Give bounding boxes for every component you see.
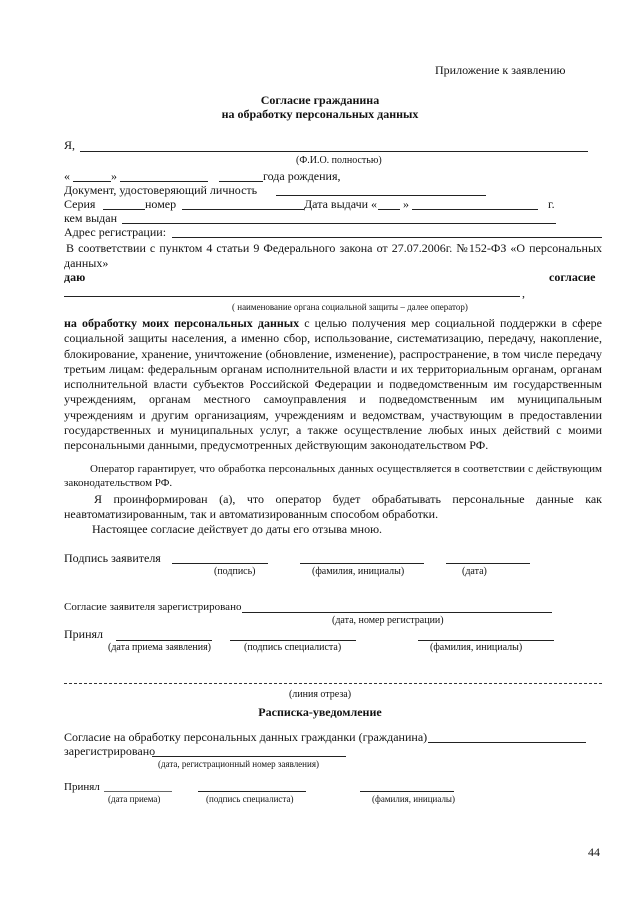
operator-hint: ( наименование органа социальной защиты – далее оператор) (232, 302, 468, 312)
registration-field[interactable] (242, 612, 552, 613)
issue-quote-close: » (403, 197, 409, 211)
document-field[interactable] (276, 195, 486, 196)
signature-hint-date: (дата) (462, 566, 487, 577)
issue-day-field[interactable] (378, 209, 400, 210)
receipt-reg-hint: (дата, регистрационный номер заявления) (158, 759, 319, 769)
operator-field[interactable] (64, 296, 520, 297)
number-field[interactable] (182, 209, 304, 210)
appendix-note: Приложение к заявлению (435, 63, 566, 77)
document-title: Согласие гражданина (260, 93, 380, 107)
issue-date-label: Дата выдачи « (304, 197, 378, 211)
receipt-registered: зарегистрировано (64, 744, 156, 758)
specialist-sign-field[interactable] (230, 640, 356, 641)
birth-year-label: года рождения, (263, 169, 341, 183)
issue-month-year-field[interactable] (412, 209, 538, 210)
dayu-label: даю (64, 270, 86, 284)
cut-line (64, 683, 602, 684)
fio-field[interactable] (80, 151, 588, 152)
receipt-accepted: Принял (64, 781, 100, 793)
reg-address-label: Адрес регистрации: (64, 225, 167, 239)
document-label: Документ, удостоверяющий личность (64, 183, 258, 197)
consent-bold-text: на обработку моих персональных данных (64, 316, 300, 330)
cut-line-label: (линия отреза) (288, 689, 352, 700)
receipt-date-field[interactable] (104, 791, 172, 792)
birth-year-field[interactable] (219, 181, 263, 182)
issued-by-label: кем выдан (64, 211, 118, 225)
specialist-name-hint: (фамилия, инициалы) (430, 642, 523, 653)
receipt-registered-field[interactable] (152, 756, 346, 757)
birth-month-field[interactable] (120, 181, 208, 182)
ya-label: Я, (64, 138, 76, 152)
informed-text: Я проинформирован (а), что оператор будет обрабатывать персональные данные как неавтоматизированным, так и автоматизированным способом обработки. (64, 492, 602, 522)
consent-paragraph (64, 316, 602, 454)
birth-day-field[interactable] (73, 181, 111, 182)
receipt-sign-hint: (подпись специалиста) (206, 794, 294, 804)
series-field[interactable] (103, 209, 145, 210)
reg-address-field[interactable] (172, 237, 602, 238)
signature-label: Подпись заявителя (64, 551, 161, 565)
operator-comma: , (522, 286, 525, 300)
document-subtitle: на обработку персональных данных (221, 107, 419, 121)
fio-hint: (Ф.И.О. полностью) (296, 155, 382, 166)
signature-hint-sign: (подпись) (214, 566, 256, 577)
specialist-sign-hint: (подпись специалиста) (244, 642, 342, 653)
receipt-citizen-field[interactable] (428, 742, 586, 743)
soglasie-label: согласие (549, 270, 596, 284)
receipt-sign-field[interactable] (198, 791, 306, 792)
registration-hint: (дата, номер регистрации) (332, 615, 444, 626)
accept-date-field[interactable] (116, 640, 212, 641)
specialist-name-field[interactable] (418, 640, 554, 641)
signature-date-field[interactable] (446, 563, 530, 564)
year-abbr: г. (548, 197, 555, 211)
operator-guarantee: Оператор гарантирует, что обработка персональных данных осуществляется в соответствии с действующим законодательством РФ. (64, 463, 602, 489)
valid-until-text: Настоящее согласие действует до даты его отзыва мною. (92, 522, 383, 536)
birth-quote-open: « (64, 169, 70, 183)
birth-quote-close: » (111, 169, 117, 183)
series-label: Серия (64, 197, 96, 211)
number-label: номер (145, 197, 177, 211)
receipt-date-hint: (дата приема) (108, 794, 161, 804)
consent-text: с целью получения мер социальной поддержки в сфере социальной защиты населения, а именно сбор, использование, систематизацию, передачу, накопление, блокирование, хранение, уничтожение (обновление, изменение), распространение, в том числе передачу третьим лицам: федеральным органам исполнительной власти и их территориальным органам, органам исполнительной власти субъектов Российской Федерации и подведомственным им государственным учреждениям, органам местного самоуправления и подведомственным им муниципальным учреждениям и другим организациям, учреждениям и ведомствам, участвующим в предоставлении государственных и муниципальных услуг, а также осуществление любых иных действий с моими персональными данными, предусмотренных действующим законодательством РФ. (64, 316, 602, 453)
signature-hint-name: (фамилия, инициалы) (312, 566, 405, 577)
issued-by-field[interactable] (122, 223, 556, 224)
page-number: 44 (588, 845, 600, 859)
receipt-title: Расписка-уведомление (258, 705, 382, 719)
accept-date-hint: (дата приема заявления) (108, 642, 212, 653)
receipt-name-field[interactable] (360, 791, 454, 792)
registration-label: Согласие заявителя зарегистрировано (64, 601, 242, 613)
law-reference: В соответствии с пунктом 4 статьи 9 Федерального закона от 27.07.2006г. №152-ФЗ «О персональных данных» (64, 241, 602, 271)
receipt-name-hint: (фамилия, инициалы) (372, 794, 455, 804)
signature-field[interactable] (172, 563, 268, 564)
receipt-line1: Согласие на обработку персональных данных гражданки (гражданина) (64, 730, 428, 744)
accepted-label: Принял (64, 627, 104, 641)
signature-name-field[interactable] (300, 563, 424, 564)
